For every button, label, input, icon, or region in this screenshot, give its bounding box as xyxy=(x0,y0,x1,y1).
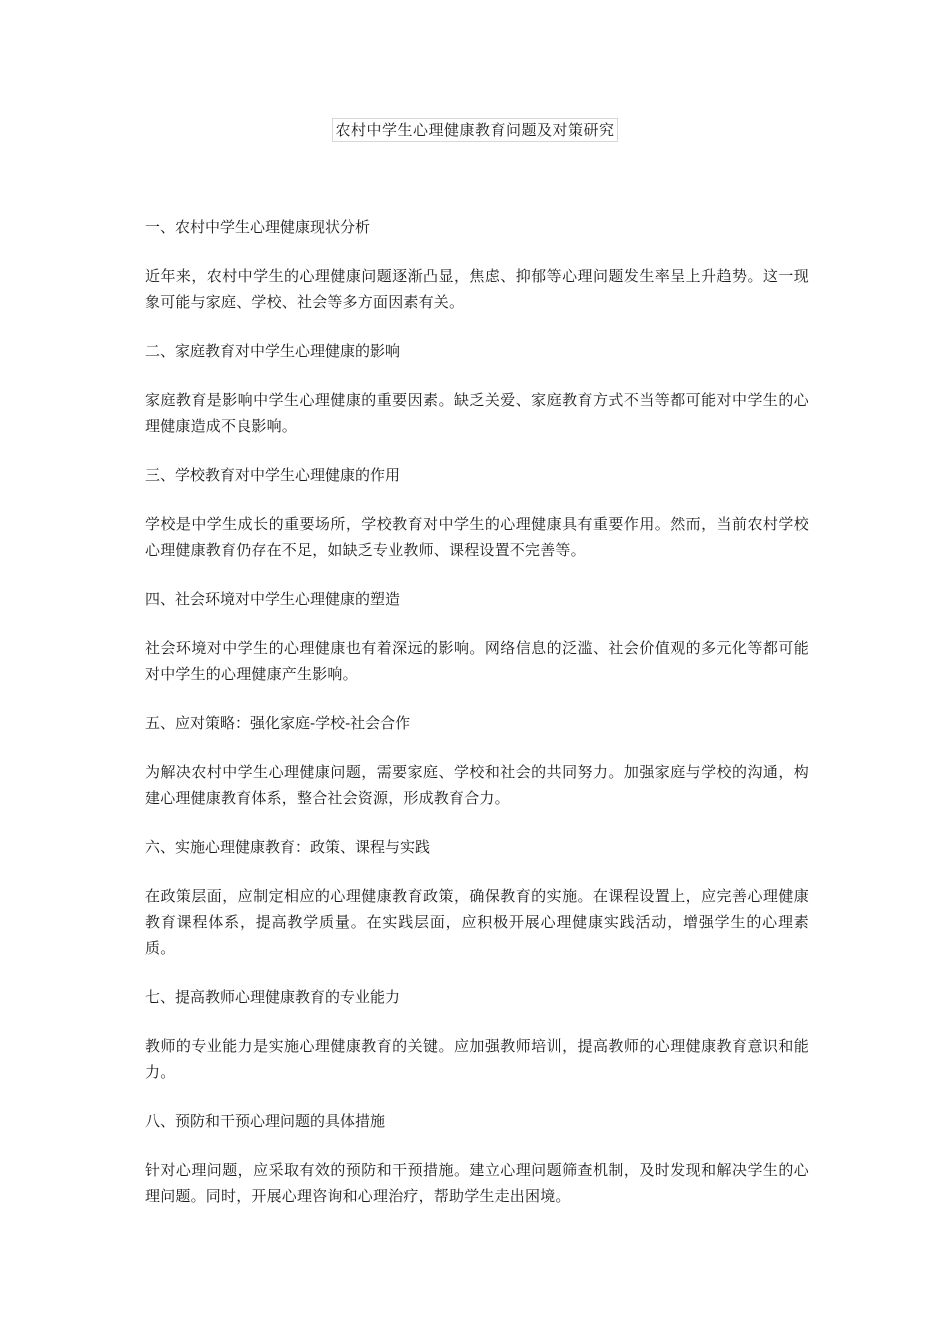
section-body-4: 社会环境对中学生的心理健康也有着深远的影响。网络信息的泛滥、社会价值观的多元化等都可能对中学生的心理健康产生影响。 xyxy=(145,639,809,683)
section-heading-5: 五、应对策略：强化家庭-学校-社会合作 xyxy=(145,714,411,732)
section-body-5: 为解决农村中学生心理健康问题，需要家庭、学校和社会的共同努力。加强家庭与学校的沟通，构建心理健康教育体系，整合社会资源，形成教育合力。 xyxy=(145,763,809,807)
section-body-8: 针对心理问题，应采取有效的预防和干预措施。建立心理问题筛查机制，及时发现和解决学生的心理问题。同时，开展心理咨询和心理治疗，帮助学生走出困境。 xyxy=(145,1161,809,1205)
section-body-7: 教师的专业能力是实施心理健康教育的关键。应加强教师培训，提高教师的心理健康教育意识和能力。 xyxy=(145,1037,809,1081)
section-body-1: 近年来，农村中学生的心理健康问题逐渐凸显，焦虑、抑郁等心理问题发生率呈上升趋势。这一现象可能与家庭、学校、社会等多方面因素有关。 xyxy=(145,267,809,311)
section-heading-7: 七、提高教师心理健康教育的专业能力 xyxy=(145,988,401,1006)
section-heading-4: 四、社会环境对中学生心理健康的塑造 xyxy=(145,590,401,608)
section-heading-8: 八、预防和干预心理问题的具体措施 xyxy=(145,1112,386,1130)
section-heading-6: 六、实施心理健康教育：政策、课程与实践 xyxy=(145,838,431,856)
section-heading-3: 三、学校教育对中学生心理健康的作用 xyxy=(145,466,401,484)
section-body-3: 学校是中学生成长的重要场所，学校教育对中学生的心理健康具有重要作用。然而，当前农村学校心理健康教育仍存在不足，如缺乏专业教师、课程设置不完善等。 xyxy=(145,515,809,559)
document-title: 农村中学生心理健康教育问题及对策研究 xyxy=(332,118,617,142)
section-body-6: 在政策层面，应制定相应的心理健康教育政策，确保教育的实施。在课程设置上，应完善心理健康教育课程体系，提高教学质量。在实践层面，应积极开展心理健康实践活动，增强学生的心理素质。 xyxy=(145,887,809,957)
title-container xyxy=(0,118,950,142)
section-heading-2: 二、家庭教育对中学生心理健康的影响 xyxy=(145,342,401,360)
section-body-2: 家庭教育是影响中学生心理健康的重要因素。缺乏关爱、家庭教育方式不当等都可能对中学生的心理健康造成不良影响。 xyxy=(145,391,809,435)
section-heading-1: 一、农村中学生心理健康现状分析 xyxy=(145,218,371,236)
document-body xyxy=(145,214,809,1232)
